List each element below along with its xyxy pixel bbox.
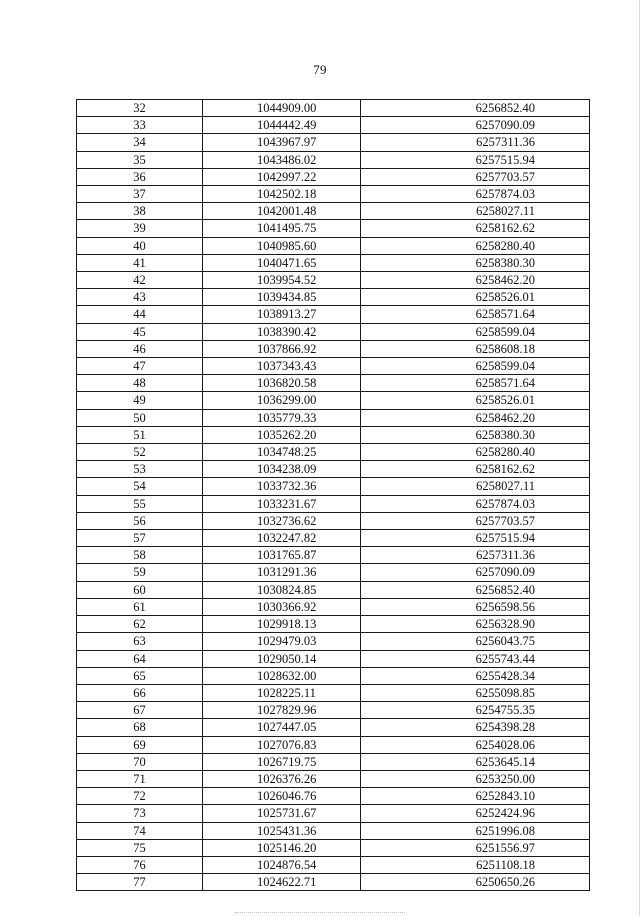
- table-row: [77, 839, 590, 856]
- y-coordinate-cell: 6258526.01: [361, 392, 590, 409]
- point-number-cell: 36: [77, 168, 203, 185]
- y-coordinate-cell: 6258526.01: [361, 289, 590, 306]
- table-row: [77, 633, 590, 650]
- point-number-cell: 77: [77, 874, 203, 891]
- x-coordinate-cell: 1033732.36: [203, 478, 361, 495]
- point-number-cell: 75: [77, 839, 203, 856]
- table-row: [77, 856, 590, 873]
- x-coordinate-cell: 1030366.92: [203, 598, 361, 615]
- y-coordinate-cell: 6258380.30: [361, 254, 590, 271]
- y-coordinate-cell: 6255098.85: [361, 684, 590, 701]
- table-row: [77, 736, 590, 753]
- y-coordinate-cell: 6258462.20: [361, 409, 590, 426]
- x-coordinate-cell: 1041495.75: [203, 220, 361, 237]
- point-number-cell: 52: [77, 444, 203, 461]
- point-number-cell: 63: [77, 633, 203, 650]
- table-row: [77, 426, 590, 443]
- table-row: [77, 220, 590, 237]
- point-number-cell: 38: [77, 203, 203, 220]
- table-row: [77, 753, 590, 770]
- y-coordinate-cell: 6258027.11: [361, 203, 590, 220]
- x-coordinate-cell: 1042001.48: [203, 203, 361, 220]
- x-coordinate-cell: 1038913.27: [203, 306, 361, 323]
- x-coordinate-cell: 1042502.18: [203, 186, 361, 203]
- x-coordinate-cell: 1025146.20: [203, 839, 361, 856]
- table-row: [77, 478, 590, 495]
- point-number-cell: 34: [77, 134, 203, 151]
- point-number-cell: 66: [77, 684, 203, 701]
- table-row: [77, 461, 590, 478]
- x-coordinate-cell: 1034238.09: [203, 461, 361, 478]
- y-coordinate-cell: 6258027.11: [361, 478, 590, 495]
- point-number-cell: 35: [77, 151, 203, 168]
- table-row: [77, 409, 590, 426]
- page-number: 79: [313, 62, 327, 77]
- y-coordinate-cell: 6251108.18: [361, 856, 590, 873]
- point-number-cell: 61: [77, 598, 203, 615]
- x-coordinate-cell: 1040471.65: [203, 254, 361, 271]
- y-coordinate-cell: 6258280.40: [361, 237, 590, 254]
- point-number-cell: 53: [77, 461, 203, 478]
- point-number-cell: 39: [77, 220, 203, 237]
- y-coordinate-cell: 6255743.44: [361, 650, 590, 667]
- table-row: [77, 100, 590, 117]
- y-coordinate-cell: 6257703.57: [361, 512, 590, 529]
- table-row: [77, 340, 590, 357]
- table-row: [77, 151, 590, 168]
- y-coordinate-cell: 6254398.28: [361, 719, 590, 736]
- x-coordinate-cell: 1035262.20: [203, 426, 361, 443]
- point-number-cell: 62: [77, 616, 203, 633]
- point-number-cell: 48: [77, 375, 203, 392]
- y-coordinate-cell: 6257703.57: [361, 168, 590, 185]
- x-coordinate-cell: 1034748.25: [203, 444, 361, 461]
- table-row: [77, 805, 590, 822]
- y-coordinate-cell: 6258462.20: [361, 272, 590, 289]
- x-coordinate-cell: 1026376.26: [203, 770, 361, 787]
- table-row: [77, 581, 590, 598]
- x-coordinate-cell: 1036299.00: [203, 392, 361, 409]
- table-row: [77, 684, 590, 701]
- point-number-cell: 59: [77, 564, 203, 581]
- y-coordinate-cell: 6257874.03: [361, 186, 590, 203]
- point-number-cell: 49: [77, 392, 203, 409]
- y-coordinate-cell: 6258162.62: [361, 220, 590, 237]
- y-coordinate-cell: 6251556.97: [361, 839, 590, 856]
- x-coordinate-cell: 1032736.62: [203, 512, 361, 529]
- y-coordinate-cell: 6257090.09: [361, 564, 590, 581]
- y-coordinate-cell: 6256328.90: [361, 616, 590, 633]
- x-coordinate-cell: 1025431.36: [203, 822, 361, 839]
- point-number-cell: 45: [77, 323, 203, 340]
- table-row: [77, 392, 590, 409]
- point-number-cell: 42: [77, 272, 203, 289]
- coordinates-table-body: [77, 100, 590, 891]
- y-coordinate-cell: 6255428.34: [361, 667, 590, 684]
- point-number-cell: 37: [77, 186, 203, 203]
- point-number-cell: 73: [77, 805, 203, 822]
- point-number-cell: 68: [77, 719, 203, 736]
- table-row: [77, 375, 590, 392]
- x-coordinate-cell: 1027076.83: [203, 736, 361, 753]
- y-coordinate-cell: 6253250.00: [361, 770, 590, 787]
- y-coordinate-cell: 6257515.94: [361, 151, 590, 168]
- table-row: [77, 770, 590, 787]
- x-coordinate-cell: 1029479.03: [203, 633, 361, 650]
- x-coordinate-cell: 1032247.82: [203, 530, 361, 547]
- y-coordinate-cell: 6258608.18: [361, 340, 590, 357]
- x-coordinate-cell: 1037866.92: [203, 340, 361, 357]
- y-coordinate-cell: 6256852.40: [361, 100, 590, 117]
- table-row: [77, 237, 590, 254]
- point-number-cell: 33: [77, 117, 203, 134]
- x-coordinate-cell: 1028225.11: [203, 684, 361, 701]
- x-coordinate-cell: 1039434.85: [203, 289, 361, 306]
- point-number-cell: 46: [77, 340, 203, 357]
- x-coordinate-cell: 1044442.49: [203, 117, 361, 134]
- point-number-cell: 58: [77, 547, 203, 564]
- x-coordinate-cell: 1026046.76: [203, 788, 361, 805]
- x-coordinate-cell: 1037343.43: [203, 358, 361, 375]
- table-row: [77, 616, 590, 633]
- point-number-cell: 74: [77, 822, 203, 839]
- x-coordinate-cell: 1036820.58: [203, 375, 361, 392]
- point-number-cell: 41: [77, 254, 203, 271]
- x-coordinate-cell: 1035779.33: [203, 409, 361, 426]
- x-coordinate-cell: 1040985.60: [203, 237, 361, 254]
- point-number-cell: 54: [77, 478, 203, 495]
- point-number-cell: 51: [77, 426, 203, 443]
- x-coordinate-cell: 1028632.00: [203, 667, 361, 684]
- table-row: [77, 168, 590, 185]
- y-coordinate-cell: 6251996.08: [361, 822, 590, 839]
- scan-edge-dots: [235, 912, 405, 913]
- y-coordinate-cell: 6258571.64: [361, 375, 590, 392]
- point-number-cell: 50: [77, 409, 203, 426]
- x-coordinate-cell: 1025731.67: [203, 805, 361, 822]
- x-coordinate-cell: 1024876.54: [203, 856, 361, 873]
- x-coordinate-cell: 1044909.00: [203, 100, 361, 117]
- x-coordinate-cell: 1029918.13: [203, 616, 361, 633]
- x-coordinate-cell: 1043967.97: [203, 134, 361, 151]
- x-coordinate-cell: 1038390.42: [203, 323, 361, 340]
- point-number-cell: 56: [77, 512, 203, 529]
- x-coordinate-cell: 1030824.85: [203, 581, 361, 598]
- y-coordinate-cell: 6256852.40: [361, 581, 590, 598]
- y-coordinate-cell: 6258571.64: [361, 306, 590, 323]
- x-coordinate-cell: 1027829.96: [203, 702, 361, 719]
- table-row: [77, 358, 590, 375]
- point-number-cell: 64: [77, 650, 203, 667]
- table-row: [77, 874, 590, 891]
- table-row: [77, 547, 590, 564]
- table-row: [77, 134, 590, 151]
- point-number-cell: 70: [77, 753, 203, 770]
- point-number-cell: 71: [77, 770, 203, 787]
- point-number-cell: 47: [77, 358, 203, 375]
- y-coordinate-cell: 6258380.30: [361, 426, 590, 443]
- table-row: [77, 495, 590, 512]
- y-coordinate-cell: 6252424.96: [361, 805, 590, 822]
- point-number-cell: 72: [77, 788, 203, 805]
- point-number-cell: 44: [77, 306, 203, 323]
- y-coordinate-cell: 6257515.94: [361, 530, 590, 547]
- coordinates-table: [76, 99, 590, 891]
- point-number-cell: 40: [77, 237, 203, 254]
- y-coordinate-cell: 6257874.03: [361, 495, 590, 512]
- table-row: [77, 306, 590, 323]
- point-number-cell: 60: [77, 581, 203, 598]
- point-number-cell: 55: [77, 495, 203, 512]
- y-coordinate-cell: 6256043.75: [361, 633, 590, 650]
- point-number-cell: 67: [77, 702, 203, 719]
- x-coordinate-cell: 1042997.22: [203, 168, 361, 185]
- table-row: [77, 254, 590, 271]
- table-row: [77, 530, 590, 547]
- y-coordinate-cell: 6250650.26: [361, 874, 590, 891]
- x-coordinate-cell: 1031291.36: [203, 564, 361, 581]
- y-coordinate-cell: 6256598.56: [361, 598, 590, 615]
- x-coordinate-cell: 1029050.14: [203, 650, 361, 667]
- y-coordinate-cell: 6258162.62: [361, 461, 590, 478]
- point-number-cell: 43: [77, 289, 203, 306]
- table-row: [77, 323, 590, 340]
- x-coordinate-cell: 1027447.05: [203, 719, 361, 736]
- y-coordinate-cell: 6257311.36: [361, 134, 590, 151]
- point-number-cell: 32: [77, 100, 203, 117]
- table-row: [77, 822, 590, 839]
- table-row: [77, 667, 590, 684]
- point-number-cell: 69: [77, 736, 203, 753]
- table-row: [77, 272, 590, 289]
- x-coordinate-cell: 1039954.52: [203, 272, 361, 289]
- y-coordinate-cell: 6258599.04: [361, 323, 590, 340]
- x-coordinate-cell: 1024622.71: [203, 874, 361, 891]
- x-coordinate-cell: 1043486.02: [203, 151, 361, 168]
- y-coordinate-cell: 6257090.09: [361, 117, 590, 134]
- table-row: [77, 788, 590, 805]
- table-row: [77, 117, 590, 134]
- y-coordinate-cell: 6254755.35: [361, 702, 590, 719]
- table-row: [77, 650, 590, 667]
- table-row: [77, 512, 590, 529]
- table-row: [77, 186, 590, 203]
- table-row: [77, 702, 590, 719]
- y-coordinate-cell: 6253645.14: [361, 753, 590, 770]
- y-coordinate-cell: 6254028.06: [361, 736, 590, 753]
- table-row: [77, 203, 590, 220]
- y-coordinate-cell: 6258599.04: [361, 358, 590, 375]
- table-row: [77, 444, 590, 461]
- point-number-cell: 65: [77, 667, 203, 684]
- table-row: [77, 289, 590, 306]
- y-coordinate-cell: 6258280.40: [361, 444, 590, 461]
- point-number-cell: 76: [77, 856, 203, 873]
- point-number-cell: 57: [77, 530, 203, 547]
- y-coordinate-cell: 6252843.10: [361, 788, 590, 805]
- table-row: [77, 598, 590, 615]
- x-coordinate-cell: 1026719.75: [203, 753, 361, 770]
- y-coordinate-cell: 6257311.36: [361, 547, 590, 564]
- x-coordinate-cell: 1031765.87: [203, 547, 361, 564]
- table-row: [77, 564, 590, 581]
- table-row: [77, 719, 590, 736]
- x-coordinate-cell: 1033231.67: [203, 495, 361, 512]
